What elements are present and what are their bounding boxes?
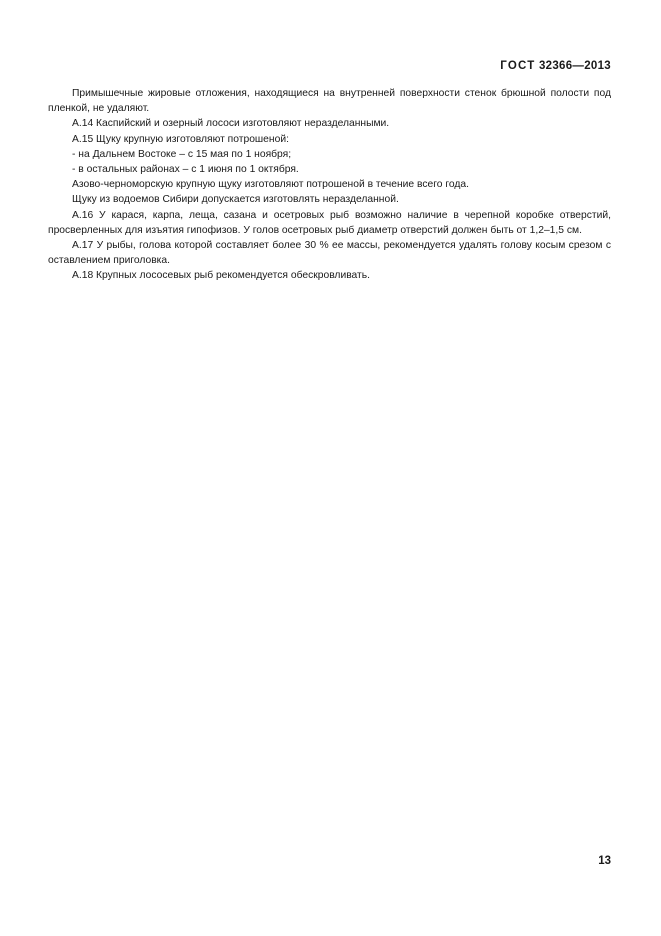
paragraph-a15-item2: - в остальных районах – с 1 июня по 1 октября. bbox=[72, 164, 299, 176]
page-number: 13 bbox=[598, 855, 611, 867]
standard-label: ГОСТ bbox=[500, 60, 536, 72]
page-header bbox=[500, 60, 611, 72]
paragraph-a15: А.15 Щуку крупную изготовляют потрошеной: bbox=[72, 133, 289, 145]
standard-number: 32366—2013 bbox=[538, 60, 611, 72]
paragraph-azov: Азово-черноморскую крупную щуку изготовляют потрошеной в течение всего года. bbox=[72, 179, 469, 191]
paragraph-a16: А.16 У карася, карпа, леща, сазана и осетровых рыб возможно наличие в черепной коробке отверстий, просверленных для изъятия гипофизов. У голов осетровых рыб диаметр отверстий должен быть от 1,2–1,5 см. bbox=[48, 209, 611, 236]
paragraph-a14: А.14 Каспийский и озерный лососи изготовляют неразделанными. bbox=[72, 118, 390, 130]
paragraph-premuscular: Примышечные жировые отложения, находящиеся на внутренней поверхности стенок брюшной полости под пленкой, не удаляют. bbox=[48, 88, 611, 115]
document-body bbox=[48, 86, 611, 284]
paragraph-a15-item1: - на Дальнем Востоке – с 15 мая по 1 ноября; bbox=[72, 148, 292, 160]
paragraph-siberia: Щуку из водоемов Сибири допускается изготовлять неразделанной. bbox=[72, 194, 399, 206]
paragraph-a18: А.18 Крупных лососевых рыб рекомендуется обескровливать. bbox=[72, 270, 370, 282]
paragraph-a17: А.17 У рыбы, голова которой составляет более 30 % ее массы, рекомендуется удалять голову косым срезом с оставлением приголовка. bbox=[48, 240, 611, 267]
